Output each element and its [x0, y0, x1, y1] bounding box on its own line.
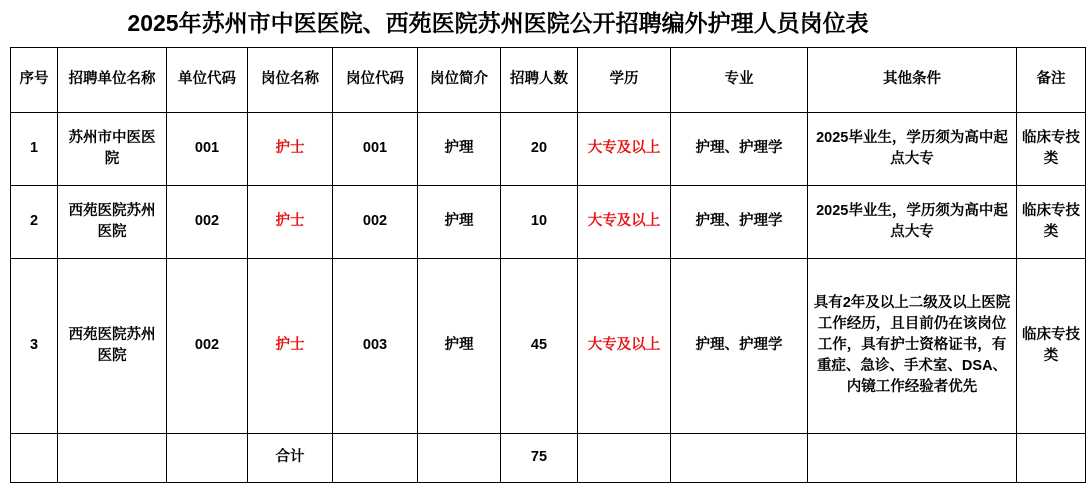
total-cell-major — [671, 433, 808, 482]
header-unit-code: 单位代码 — [167, 47, 248, 112]
total-label: 合计 — [248, 433, 333, 482]
cell-unit-code: 002 — [167, 258, 248, 433]
header-major: 专业 — [671, 47, 808, 112]
total-cell-note — [1017, 433, 1086, 482]
cell-unit-code: 002 — [167, 185, 248, 258]
cell-count: 45 — [501, 258, 578, 433]
total-cell-post-code — [333, 433, 418, 482]
header-post: 岗位名称 — [248, 47, 333, 112]
cell-major: 护理、护理学 — [671, 258, 808, 433]
cell-seq: 3 — [11, 258, 58, 433]
cell-post-code: 002 — [333, 185, 418, 258]
cell-unit: 西苑医院苏州医院 — [58, 185, 167, 258]
cell-note: 临床专技类 — [1017, 112, 1086, 185]
header-count: 招聘人数 — [501, 47, 578, 112]
total-count: 75 — [501, 433, 578, 482]
table-row — [11, 112, 1086, 185]
cell-post: 护士 — [248, 112, 333, 185]
cell-major: 护理、护理学 — [671, 112, 808, 185]
cell-brief: 护理 — [418, 185, 501, 258]
header-education: 学历 — [578, 47, 671, 112]
cell-education: 大专及以上 — [578, 185, 671, 258]
cell-seq: 2 — [11, 185, 58, 258]
cell-other: 2025毕业生，学历须为高中起点大专 — [808, 112, 1017, 185]
header-post-code: 岗位代码 — [333, 47, 418, 112]
cell-other: 具有2年及以上二级及以上医院工作经历，且目前仍在该岗位工作，具有护士资格证书，有重症、急诊、手术室、DSA、内镜工作经验者优先 — [808, 258, 1017, 433]
total-cell-other — [808, 433, 1017, 482]
cell-education: 大专及以上 — [578, 258, 671, 433]
cell-seq: 1 — [11, 112, 58, 185]
cell-education: 大专及以上 — [578, 112, 671, 185]
table-total-row — [11, 433, 1086, 482]
cell-unit-code: 001 — [167, 112, 248, 185]
header-seq: 序号 — [11, 47, 58, 112]
table-row — [11, 258, 1086, 433]
cell-post: 护士 — [248, 185, 333, 258]
cell-unit: 西苑医院苏州医院 — [58, 258, 167, 433]
total-cell-seq — [11, 433, 58, 482]
table-header — [11, 47, 1086, 112]
total-cell-unit-code — [167, 433, 248, 482]
table-row — [11, 185, 1086, 258]
cell-note: 临床专技类 — [1017, 258, 1086, 433]
header-note: 备注 — [1017, 47, 1086, 112]
header-brief: 岗位简介 — [418, 47, 501, 112]
total-cell-brief — [418, 433, 501, 482]
cell-brief: 护理 — [418, 112, 501, 185]
cell-brief: 护理 — [418, 258, 501, 433]
cell-count: 20 — [501, 112, 578, 185]
total-cell-education — [578, 433, 671, 482]
header-unit: 招聘单位名称 — [58, 47, 167, 112]
header-row — [11, 47, 1086, 112]
cell-post-code: 003 — [333, 258, 418, 433]
cell-post: 护士 — [248, 258, 333, 433]
cell-other: 2025毕业生，学历须为高中起点大专 — [808, 185, 1017, 258]
cell-count: 10 — [501, 185, 578, 258]
recruitment-table — [10, 47, 1086, 483]
page-title: 2025年苏州市中医医院、西苑医院苏州医院公开招聘编外护理人员岗位表 — [127, 10, 869, 36]
cell-major: 护理、护理学 — [671, 185, 808, 258]
total-cell-unit — [58, 433, 167, 482]
cell-unit: 苏州市中医医院 — [58, 112, 167, 185]
header-other: 其他条件 — [808, 47, 1017, 112]
cell-note: 临床专技类 — [1017, 185, 1086, 258]
table-body — [11, 112, 1086, 482]
cell-post-code: 001 — [333, 112, 418, 185]
